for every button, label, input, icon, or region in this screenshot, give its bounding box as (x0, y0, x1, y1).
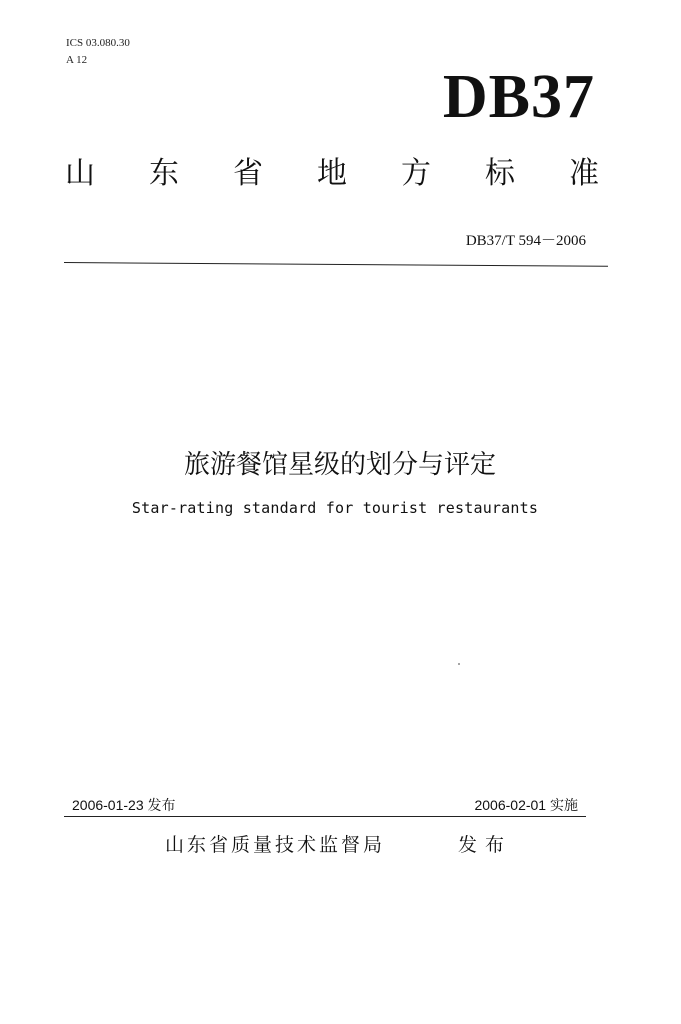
standard-category (62, 150, 602, 198)
category-char: 省 (233, 156, 263, 191)
standard-logo: DB37 (442, 63, 595, 131)
category-char: 山 (65, 156, 95, 191)
effective-date: 2006-02-01 实施 (474, 797, 578, 813)
header-divider (64, 262, 608, 267)
category-char: 地 (317, 156, 347, 191)
classification-code: A 12 (66, 54, 88, 66)
scan-speck (458, 663, 460, 665)
document-title-english: Star-rating standard for tourist restaurants (131, 499, 539, 517)
document-title-chinese: 旅游餐馆星级的划分与评定 (183, 450, 496, 480)
ics-code: ICS 03.080.30 (66, 37, 130, 49)
standard-number: DB37/T 594－2006 (465, 233, 586, 249)
issuing-authority: 山东省质量技术监督局 (165, 834, 386, 856)
issue-label: 发布 (458, 834, 513, 856)
footer-divider (64, 816, 586, 817)
category-char: 准 (569, 156, 599, 191)
category-char: 标 (485, 156, 515, 191)
category-char: 东 (149, 156, 179, 191)
publish-date: 2006-01-23 发布 (72, 797, 176, 813)
category-char: 方 (401, 156, 431, 191)
